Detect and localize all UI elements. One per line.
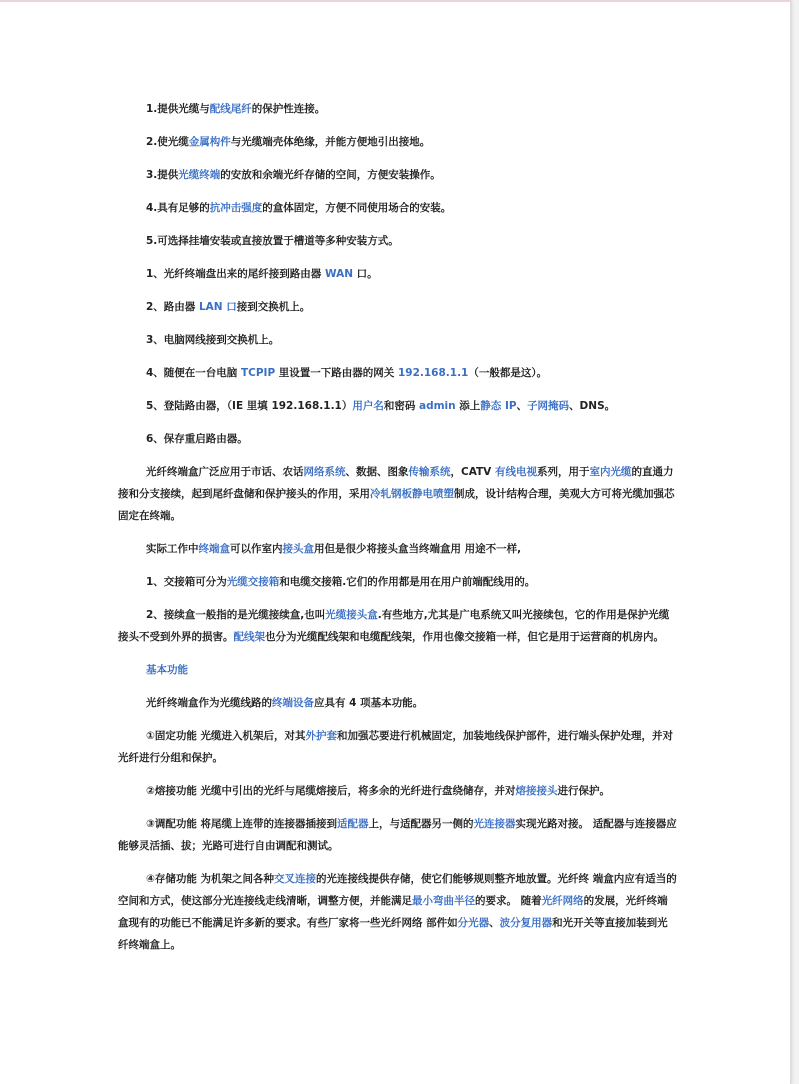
text: 口。 bbox=[353, 268, 378, 280]
text: 的安放和余端光纤存储的空间，方便安装操作。 bbox=[220, 169, 441, 181]
text: 、 bbox=[516, 400, 528, 412]
link-tcpip[interactable]: TCPIP bbox=[240, 367, 276, 379]
link-outer-sheath[interactable]: 外护套 bbox=[305, 730, 338, 742]
text: 的发展，光纤终端盒现有的功能已不能满足许多新的要求。有些厂家将一些光纤网络 部件如 bbox=[118, 895, 668, 929]
text: 光纤终端盒作为光缆线路的 bbox=[146, 697, 272, 709]
paragraph-20 bbox=[118, 813, 678, 857]
paragraph-13 bbox=[118, 538, 678, 560]
paragraph-8 bbox=[118, 329, 678, 351]
paragraph-2 bbox=[118, 131, 678, 153]
link-cable-joint-box[interactable]: 光缆接头盒 bbox=[325, 609, 378, 621]
text: 可以作室内 bbox=[230, 543, 283, 555]
document-body bbox=[118, 98, 678, 956]
text: 的要求。 随着 bbox=[475, 895, 542, 907]
paragraph-12 bbox=[118, 461, 678, 527]
link-indoor-cable[interactable]: 室内光缆 bbox=[589, 466, 632, 478]
paragraph-19 bbox=[118, 780, 678, 802]
text: 5、登陆路由器，（IE 里填 192.168.1.1） bbox=[146, 400, 353, 412]
link-optical-connector[interactable]: 光连接器 bbox=[473, 818, 516, 830]
text: 和电缆交接箱.它们的作用都是用在用户前端配线用的。 bbox=[279, 576, 536, 588]
link-subnet-mask[interactable]: 子网掩码 bbox=[527, 400, 570, 412]
paragraph-5 bbox=[118, 230, 678, 252]
text: 3.提供 bbox=[146, 169, 179, 181]
link-terminal-box[interactable]: 终端盒 bbox=[198, 543, 230, 555]
text: 应具有 4 项基本功能。 bbox=[314, 697, 424, 709]
link-cross-connect[interactable]: 交叉连接 bbox=[274, 873, 317, 885]
text: 的光连接线提供存储，使它们能够规则整齐地放置。光纤终 端盒内应有适当的空间和方式，使这部分光连接线走线清晰，调整方便，并能满足 bbox=[118, 873, 677, 907]
text: 上，与适配器另一侧的 bbox=[368, 818, 474, 830]
link-username[interactable]: 用户名 bbox=[352, 400, 384, 412]
text: 系列，用于 bbox=[536, 466, 590, 478]
text: 添上 bbox=[455, 400, 481, 412]
link-lan-port[interactable]: LAN 口 bbox=[198, 301, 237, 313]
link-wdm[interactable]: 波分复用器 bbox=[499, 917, 553, 929]
paragraph-7 bbox=[118, 296, 678, 318]
text: 和加强芯要进行机械固定，加装地线保护部件，进行端头保护处理，并对光纤进行分组和保护。 bbox=[118, 730, 674, 764]
paragraph-1 bbox=[118, 98, 678, 120]
link-cable-terminal[interactable]: 光缆终端 bbox=[178, 169, 221, 181]
paragraph-15 bbox=[118, 604, 678, 648]
text: 和密码 bbox=[383, 400, 420, 412]
text: ②熔接功能 光缆中引出的光纤与尾缆熔接后，将多余的光纤进行盘绕储存，并对 bbox=[146, 785, 516, 797]
paragraph-4 bbox=[118, 197, 678, 219]
paragraph-10 bbox=[118, 395, 678, 417]
link-steel-coating[interactable]: 冷轧钢板静电喷塑 bbox=[370, 488, 454, 500]
link-splice-joint[interactable]: 熔接接头 bbox=[515, 785, 558, 797]
link-gateway-ip[interactable]: 192.168.1.1 bbox=[397, 367, 469, 379]
text: 、 bbox=[489, 917, 500, 929]
link-pigtail[interactable]: 配线尾纤 bbox=[209, 103, 252, 115]
paragraph-6 bbox=[118, 263, 678, 285]
link-splice-box[interactable]: 接头盒 bbox=[282, 543, 314, 555]
text: 实现光路对接。 适配器与连接器应能够灵活插、拔；光路可进行自由调配和测试。 bbox=[118, 818, 677, 852]
paragraph-18 bbox=[118, 725, 678, 769]
text: ，CATV bbox=[450, 466, 495, 478]
text: ①固定功能 光缆进入机架后，对其 bbox=[146, 730, 306, 742]
text: 用但是很少将接头盒当终端盒用 用途不一样, bbox=[314, 543, 522, 555]
link-splitter[interactable]: 分光器 bbox=[457, 917, 490, 929]
text: 6、保存重启路由器。 bbox=[146, 433, 248, 445]
text: 4、随便在一台电脑 bbox=[146, 367, 241, 379]
text: 1、交接箱可分为 bbox=[146, 576, 227, 588]
paragraph-3 bbox=[118, 164, 678, 186]
text: 2.使光缆 bbox=[146, 136, 189, 148]
paragraph-11 bbox=[118, 428, 678, 450]
link-distribution-frame[interactable]: 配线架 bbox=[233, 631, 265, 643]
text: ③调配功能 将尾缆上连带的连接器插接到 bbox=[146, 818, 338, 830]
text: 5.可选择挂墙安装或直接放置于槽道等多种安装方式。 bbox=[146, 235, 399, 247]
text: 的保护性连接。 bbox=[251, 103, 326, 115]
text: 与光缆端壳体绝缘，并能方便地引出接地。 bbox=[230, 136, 431, 148]
paragraph-14 bbox=[118, 571, 678, 593]
link-min-bend-radius[interactable]: 最小弯曲半径 bbox=[412, 895, 475, 907]
text: 4.具有足够的 bbox=[146, 202, 210, 214]
link-terminal-device[interactable]: 终端设备 bbox=[272, 697, 314, 709]
link-transmission-system[interactable]: 传输系统 bbox=[408, 466, 451, 478]
text: 进行保护。 bbox=[557, 785, 611, 797]
text: 1.提供光缆与 bbox=[146, 103, 210, 115]
link-adapter[interactable]: 适配器 bbox=[337, 818, 369, 830]
paragraph-9 bbox=[118, 362, 678, 384]
link-network-system[interactable]: 网络系统 bbox=[303, 466, 346, 478]
text: （一般都是这）。 bbox=[468, 367, 548, 379]
text: 、数据、图象 bbox=[345, 466, 409, 478]
link-fiber-network[interactable]: 光纤网络 bbox=[541, 895, 584, 907]
text: 、DNS。 bbox=[569, 400, 616, 412]
text: 光纤终端盒广泛应用于市话、农话 bbox=[146, 466, 304, 478]
text: 1、光纤终端盘出来的尾纤接到路由器 bbox=[146, 268, 325, 280]
paragraph-17 bbox=[118, 692, 678, 714]
paragraph-21 bbox=[118, 868, 678, 956]
link-admin[interactable]: admin bbox=[419, 400, 456, 412]
text: 的盒体固定，方便不同使用场合的安装。 bbox=[262, 202, 452, 214]
link-static-ip[interactable]: 静态 IP bbox=[480, 400, 517, 412]
text: 2、路由器 bbox=[146, 301, 199, 313]
text: 里设置一下路由器的网关 bbox=[275, 367, 398, 379]
text: 2、接续盒一般指的是光缆接续盒,也叫 bbox=[146, 609, 326, 621]
text: 接到交换机上。 bbox=[236, 301, 311, 313]
text: 3、电脑网线接到交换机上。 bbox=[146, 334, 280, 346]
text: 实际工作中 bbox=[146, 543, 199, 555]
section-title-text: 基本功能 bbox=[146, 664, 188, 676]
text: 的直通力接和分支接续，起到尾纤盘储和保护接头的作用，采用 bbox=[118, 466, 674, 500]
text: 也分为光缆配线架和电缆配线架，作用也像交接箱一样，但它是用于运营商的机房内。 bbox=[265, 631, 664, 643]
link-impact-strength[interactable]: 抗冲击强度 bbox=[209, 202, 263, 214]
link-cable-cross-box[interactable]: 光缆交接箱 bbox=[226, 576, 280, 588]
link-metal-component[interactable]: 金属构件 bbox=[188, 136, 231, 148]
text: 和光开关等直接加装到光纤终端盒上。 bbox=[118, 917, 668, 951]
text: ④存储功能 为机架之间各种 bbox=[146, 873, 275, 885]
text: 制成，设计结构合理，美观大方可将光缆加强芯固定在终端。 bbox=[118, 488, 675, 522]
link-wan[interactable]: WAN bbox=[324, 268, 353, 280]
section-title bbox=[118, 659, 678, 681]
link-cable-tv[interactable]: 有线电视 bbox=[494, 466, 537, 478]
text: .有些地方,尤其是广电系统又叫光接续包，它的作用是保护光缆接头不受到外界的损害。 bbox=[118, 609, 670, 643]
